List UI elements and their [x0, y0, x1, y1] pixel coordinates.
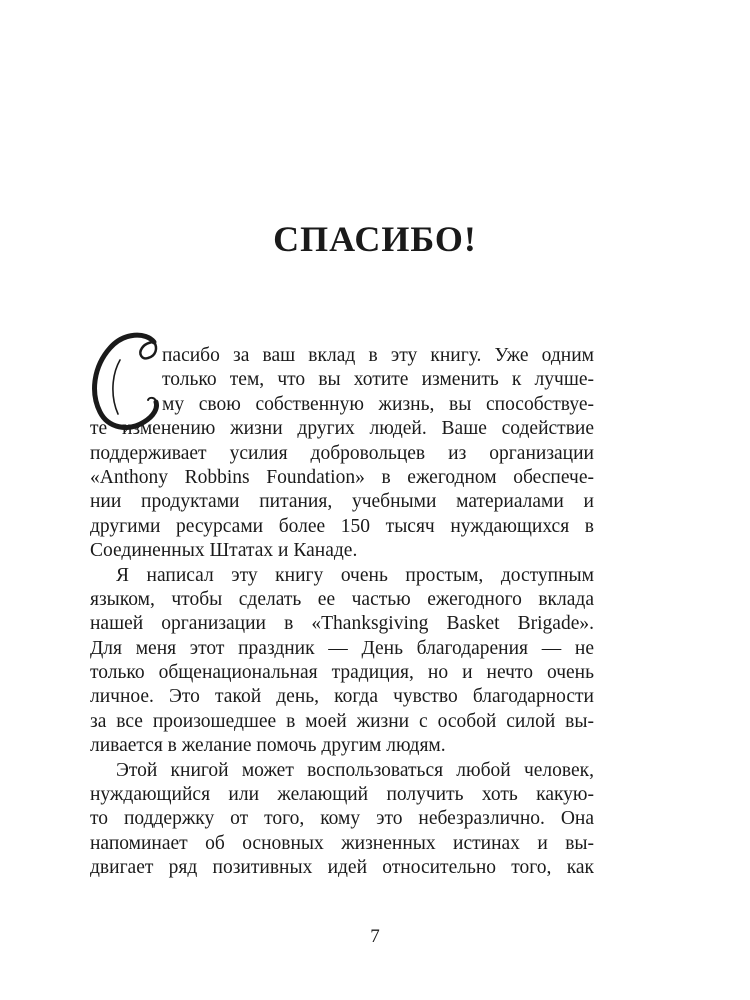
text-line: му свою собственную жизнь, вы способствуе-: [162, 393, 594, 415]
text-line: пасибо за ваш вклад в эту книгу. Уже одним: [162, 345, 594, 366]
text-line: за все произошедшее в моей жизни с особой силой вы-: [90, 710, 594, 732]
text-line: нашей организации в «Thanksgiving Basket Brigade».: [90, 613, 594, 635]
text-line: поддерживает усилия добровольцев из организации: [90, 442, 594, 464]
text-line: Соединенных Штатах и Канаде.: [90, 540, 358, 562]
text-line: то поддержку от того, кому это небезразлично. Она: [90, 808, 594, 830]
text-line: языком, чтобы сделать ее частью ежегодного вклада: [90, 588, 594, 610]
text-line: те изменению жизни других людей. Ваше содействие: [90, 418, 594, 440]
text-line: «Anthony Robbins Foundation» в ежегодном обеспече-: [90, 466, 594, 488]
chapter-title: СПАСИБО!: [273, 219, 477, 259]
page-number: 7: [370, 926, 380, 947]
text-line: только общенациональная традиция, но и нечто очень: [90, 662, 594, 684]
text-line: двигает ряд позитивных идей относительно того, как: [90, 857, 594, 879]
text-line: личное. Это такой день, когда чувство благодарности: [90, 686, 594, 708]
text-line: другими ресурсами более 150 тысяч нуждающихся в: [90, 515, 594, 537]
text-line: Для меня этот праздник — День благодарения — не: [90, 637, 594, 659]
body-text: [90, 344, 594, 881]
text-line: Я написал эту книгу очень простым, доступным: [116, 564, 594, 586]
text-line: нуждающийся или желающий получить хоть какую-: [90, 784, 594, 806]
text-line: только тем, что вы хотите изменить к лучше-: [162, 369, 594, 391]
text-line: Этой книгой может воспользоваться любой человек,: [116, 759, 594, 781]
text-line: напоминает об основных жизненных истинах и вы-: [90, 832, 594, 854]
text-line: ливается в желание помочь другим людям.: [90, 735, 446, 757]
text-line: нии продуктами питания, учебными материалами и: [90, 491, 594, 513]
